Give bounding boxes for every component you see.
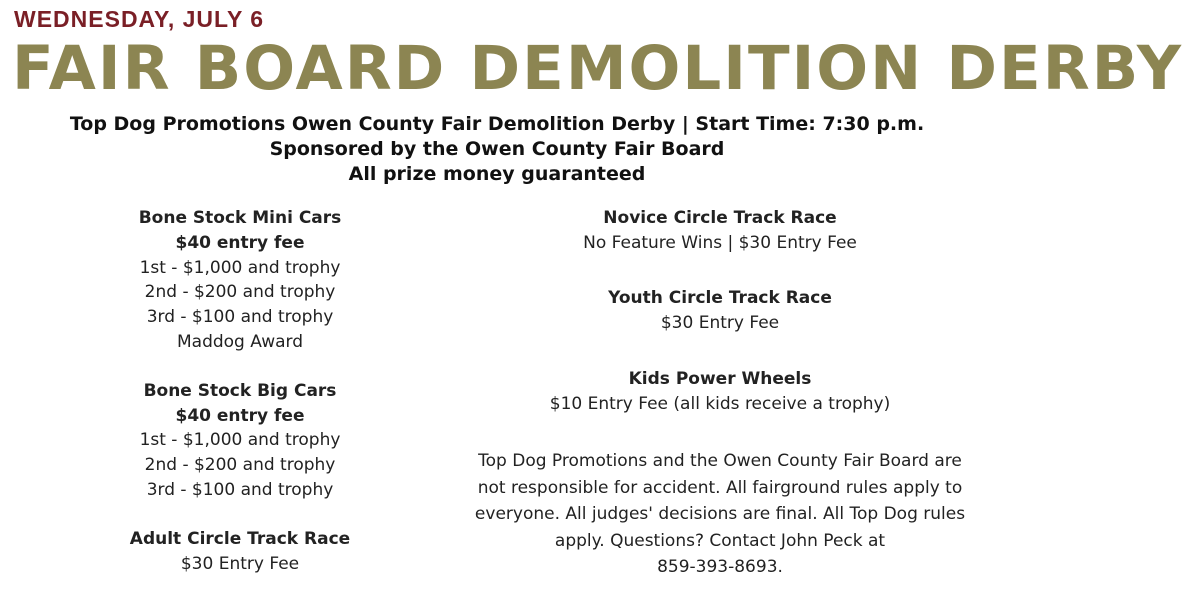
big-cars-prize: 1st - $1,000 and trophy	[139, 430, 341, 451]
mini-cars-award: Maddog Award	[176, 331, 303, 352]
contact-phone: 859-393-8693.	[657, 557, 783, 577]
adult-circle-fee: $30 Entry Fee	[180, 553, 300, 574]
disclaimer-line: not responsible for accident. All fairground rules apply to	[477, 477, 963, 498]
disclaimer-line: apply. Questions? Contact John Peck at	[554, 530, 886, 551]
novice-heading: Novice Circle Track Race	[603, 208, 837, 228]
disclaimer-line: everyone. All judges' decisions are final. All Top Dog rules	[474, 504, 966, 524]
mini-cars-fee: $40 entry fee	[175, 232, 305, 253]
subtitle-line-2: Sponsored by the Owen County Fair Board	[269, 138, 725, 160]
subtitle-line-3: All prize money guaranteed	[348, 163, 646, 185]
disclaimer-line: Top Dog Promotions and the Owen County Fair Board are	[478, 451, 962, 471]
adult-circle-heading: Adult Circle Track Race	[129, 528, 351, 549]
subtitle-line-1: Top Dog Promotions Owen County Fair Demolition Derby | Start Time: 7:30 p.m.	[69, 113, 925, 135]
mini-cars-prize: 2nd - $200 and trophy	[144, 282, 336, 303]
disclaimer	[470, 448, 970, 581]
novice-section	[470, 206, 970, 256]
big-cars-heading: Bone Stock Big Cars	[143, 380, 337, 401]
kids-heading: Kids Power Wheels	[628, 369, 812, 389]
big-cars-fee: $40 entry fee	[175, 405, 305, 426]
kids-section	[470, 367, 970, 417]
spacer	[90, 355, 390, 379]
big-cars-prize: 3rd - $100 and trophy	[146, 479, 334, 500]
youth-detail: $30 Entry Fee	[660, 312, 780, 333]
event-title: FAIR BOARD DEMOLITION DERBY	[12, 33, 1183, 104]
youth-heading: Youth Circle Track Race	[608, 288, 832, 308]
novice-detail: No Feature Wins | $30 Entry Fee	[583, 232, 857, 253]
mini-cars-heading: Bone Stock Mini Cars	[138, 208, 342, 228]
kids-detail: $10 Entry Fee (all kids receive a trophy)	[549, 393, 891, 414]
spacer	[90, 503, 390, 527]
youth-section	[470, 286, 970, 336]
left-column	[90, 206, 390, 576]
mini-cars-prize: 1st - $1,000 and trophy	[139, 257, 341, 278]
event-date: WEDNESDAY, JULY 6	[14, 6, 265, 32]
big-cars-prize: 2nd - $200 and trophy	[144, 455, 336, 476]
mini-cars-prize: 3rd - $100 and trophy	[146, 307, 334, 328]
